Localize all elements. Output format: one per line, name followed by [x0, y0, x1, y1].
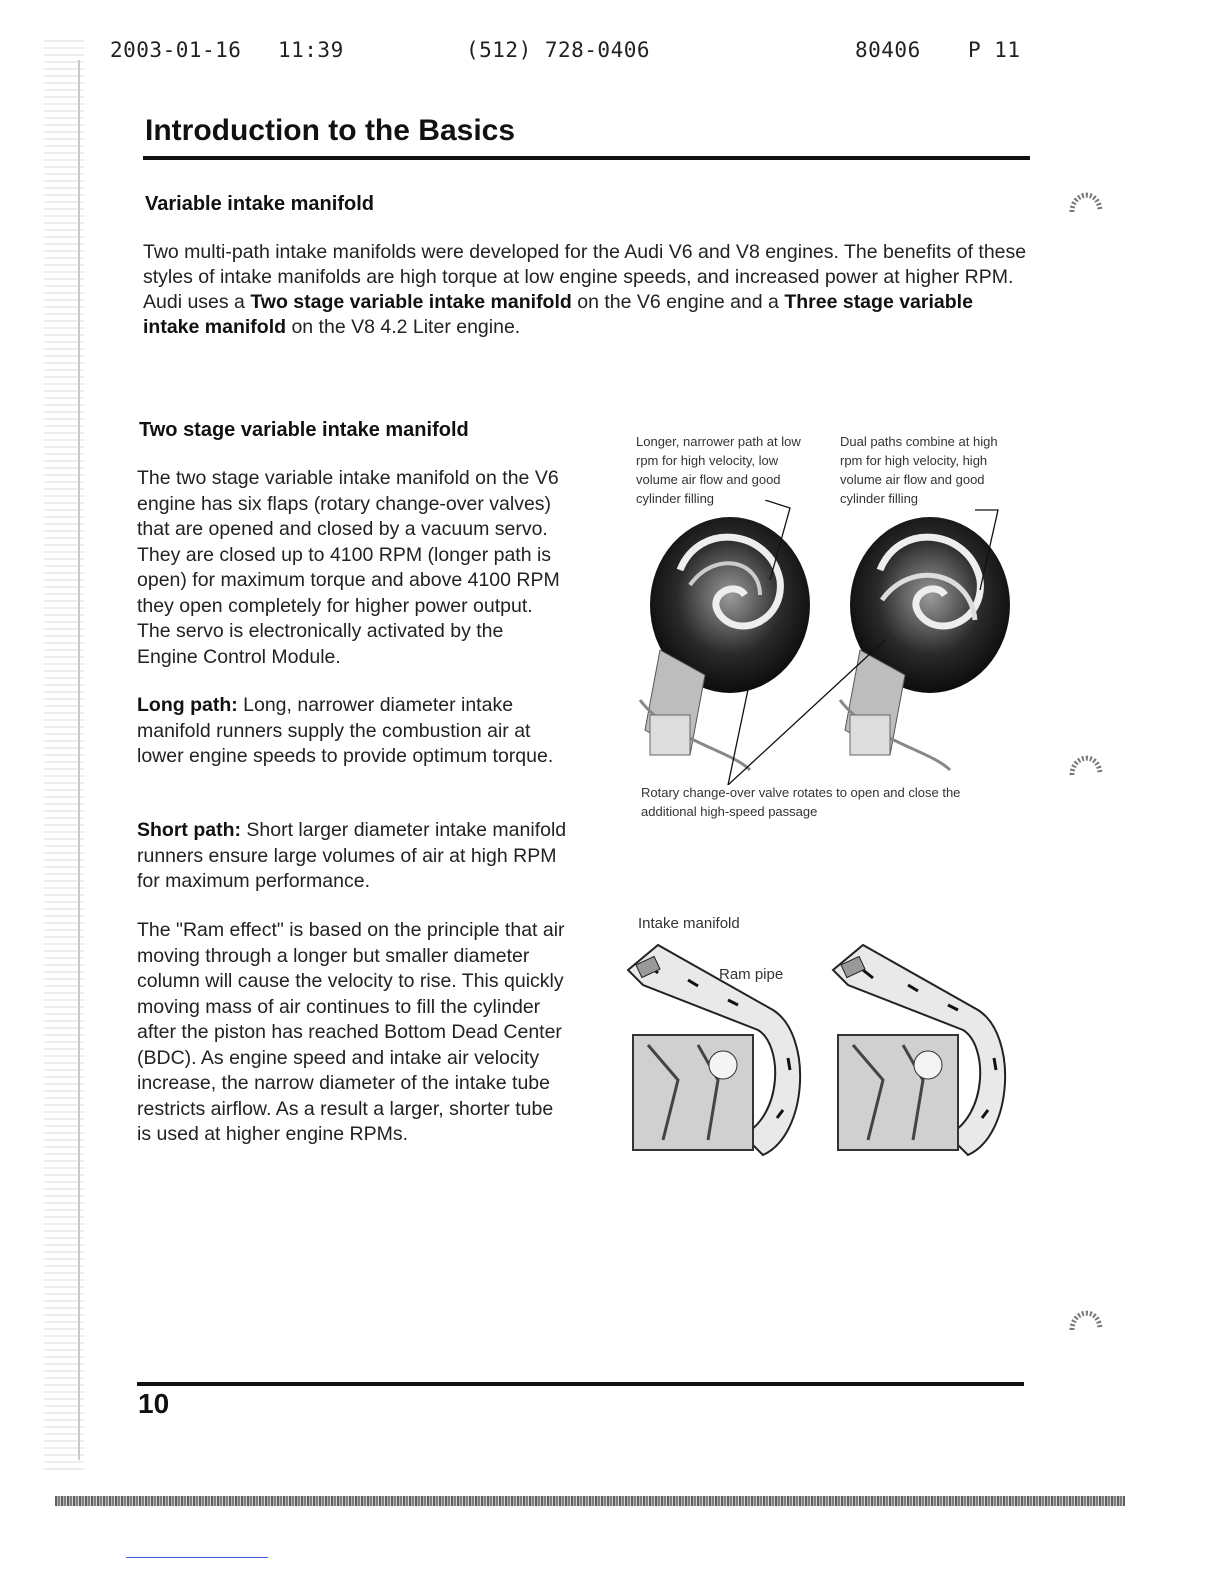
short-path-paragraph: Short path: Short larger diameter intake manifold runners ensure large volumes of air at high RPM for maximum performance.: [137, 819, 567, 892]
caption-rotary-valve: Rotary change-over valve rotates to open and close the additional high-speed passage: [641, 785, 961, 819]
fax-phone: (512) 728-0406: [466, 38, 651, 62]
label-intake-manifold: Intake manifold: [638, 915, 740, 932]
ram-effect-paragraph: The "Ram effect" is based on the principle that air moving through a longer but smaller diameter column will cause the velocity to rise. This quickly moving mass of air continues to fill the cylinder after the piston has reached Bottom Dead Center (BDC). As engine speed and intake air velocity increase, the narrow diameter of the intake tube restricts airflow. As a result a larger, shorter tube is used at higher engine RPMs.: [137, 919, 565, 1145]
label-ram-pipe: Ram pipe: [719, 966, 784, 983]
scan-edge-line: [78, 60, 80, 1460]
ram-pipe-right: [833, 945, 1005, 1155]
ram-pipe-left: [628, 945, 800, 1155]
page-title: Introduction to the Basics: [145, 114, 516, 147]
fax-code: 80406: [855, 38, 921, 62]
caption-long-path: Longer, narrower path at low rpm for high velocity, low volume air flow and good cylinder filling: [636, 434, 801, 506]
fax-date: 2003-01-16: [110, 38, 242, 62]
v6-description: The two stage variable intake manifold on the V6 engine has six flaps (rotary change-over valves) that are opened and closed by a vacuum servo. They are closed up to 4100 RPM (longer path is open) for maximum torque and above 4100 RPM they open completely for higher power output. The servo is electronically activated by the Engine Control Module.: [137, 467, 560, 668]
section-heading: Variable intake manifold: [145, 193, 374, 215]
ram-pipe-figure: [618, 940, 1028, 1172]
scan-edge-bottom: [55, 1496, 1125, 1506]
title-rule: [143, 156, 1030, 160]
manifold-cutaway-figure: [620, 500, 1030, 785]
subsection-heading: Two stage variable intake manifold: [139, 419, 469, 441]
blue-underline: [126, 1557, 268, 1558]
registration-mark-icon: [1068, 1300, 1104, 1336]
fax-page: P 11: [968, 38, 1021, 62]
long-path-paragraph: Long path: Long, narrower diameter intake manifold runners supply the combustion air at lower engine speeds to provide optimum torque.: [137, 694, 554, 767]
footer-rule: [137, 1382, 1024, 1386]
intro-paragraph: Two multi-path intake manifolds were developed for the Audi V6 and V8 engines. The benefits of these styles of intake manifolds are high torque at low engine speeds, and increased power at higher RPM. Audi uses a Two stage variable intake manifold on the V6 engine and a Three stage variable intake manifold on the V8 4.2 Liter engine.: [143, 241, 1027, 338]
page-number: 10: [138, 1388, 170, 1419]
registration-mark-icon: [1068, 745, 1104, 781]
caption-dual-paths: Dual paths combine at high rpm for high velocity, high volume air flow and good cylinder filling: [840, 434, 998, 506]
fax-time: 11:39: [278, 38, 344, 62]
registration-mark-icon: [1068, 182, 1104, 218]
manifold-right-illustration: [840, 517, 1010, 770]
